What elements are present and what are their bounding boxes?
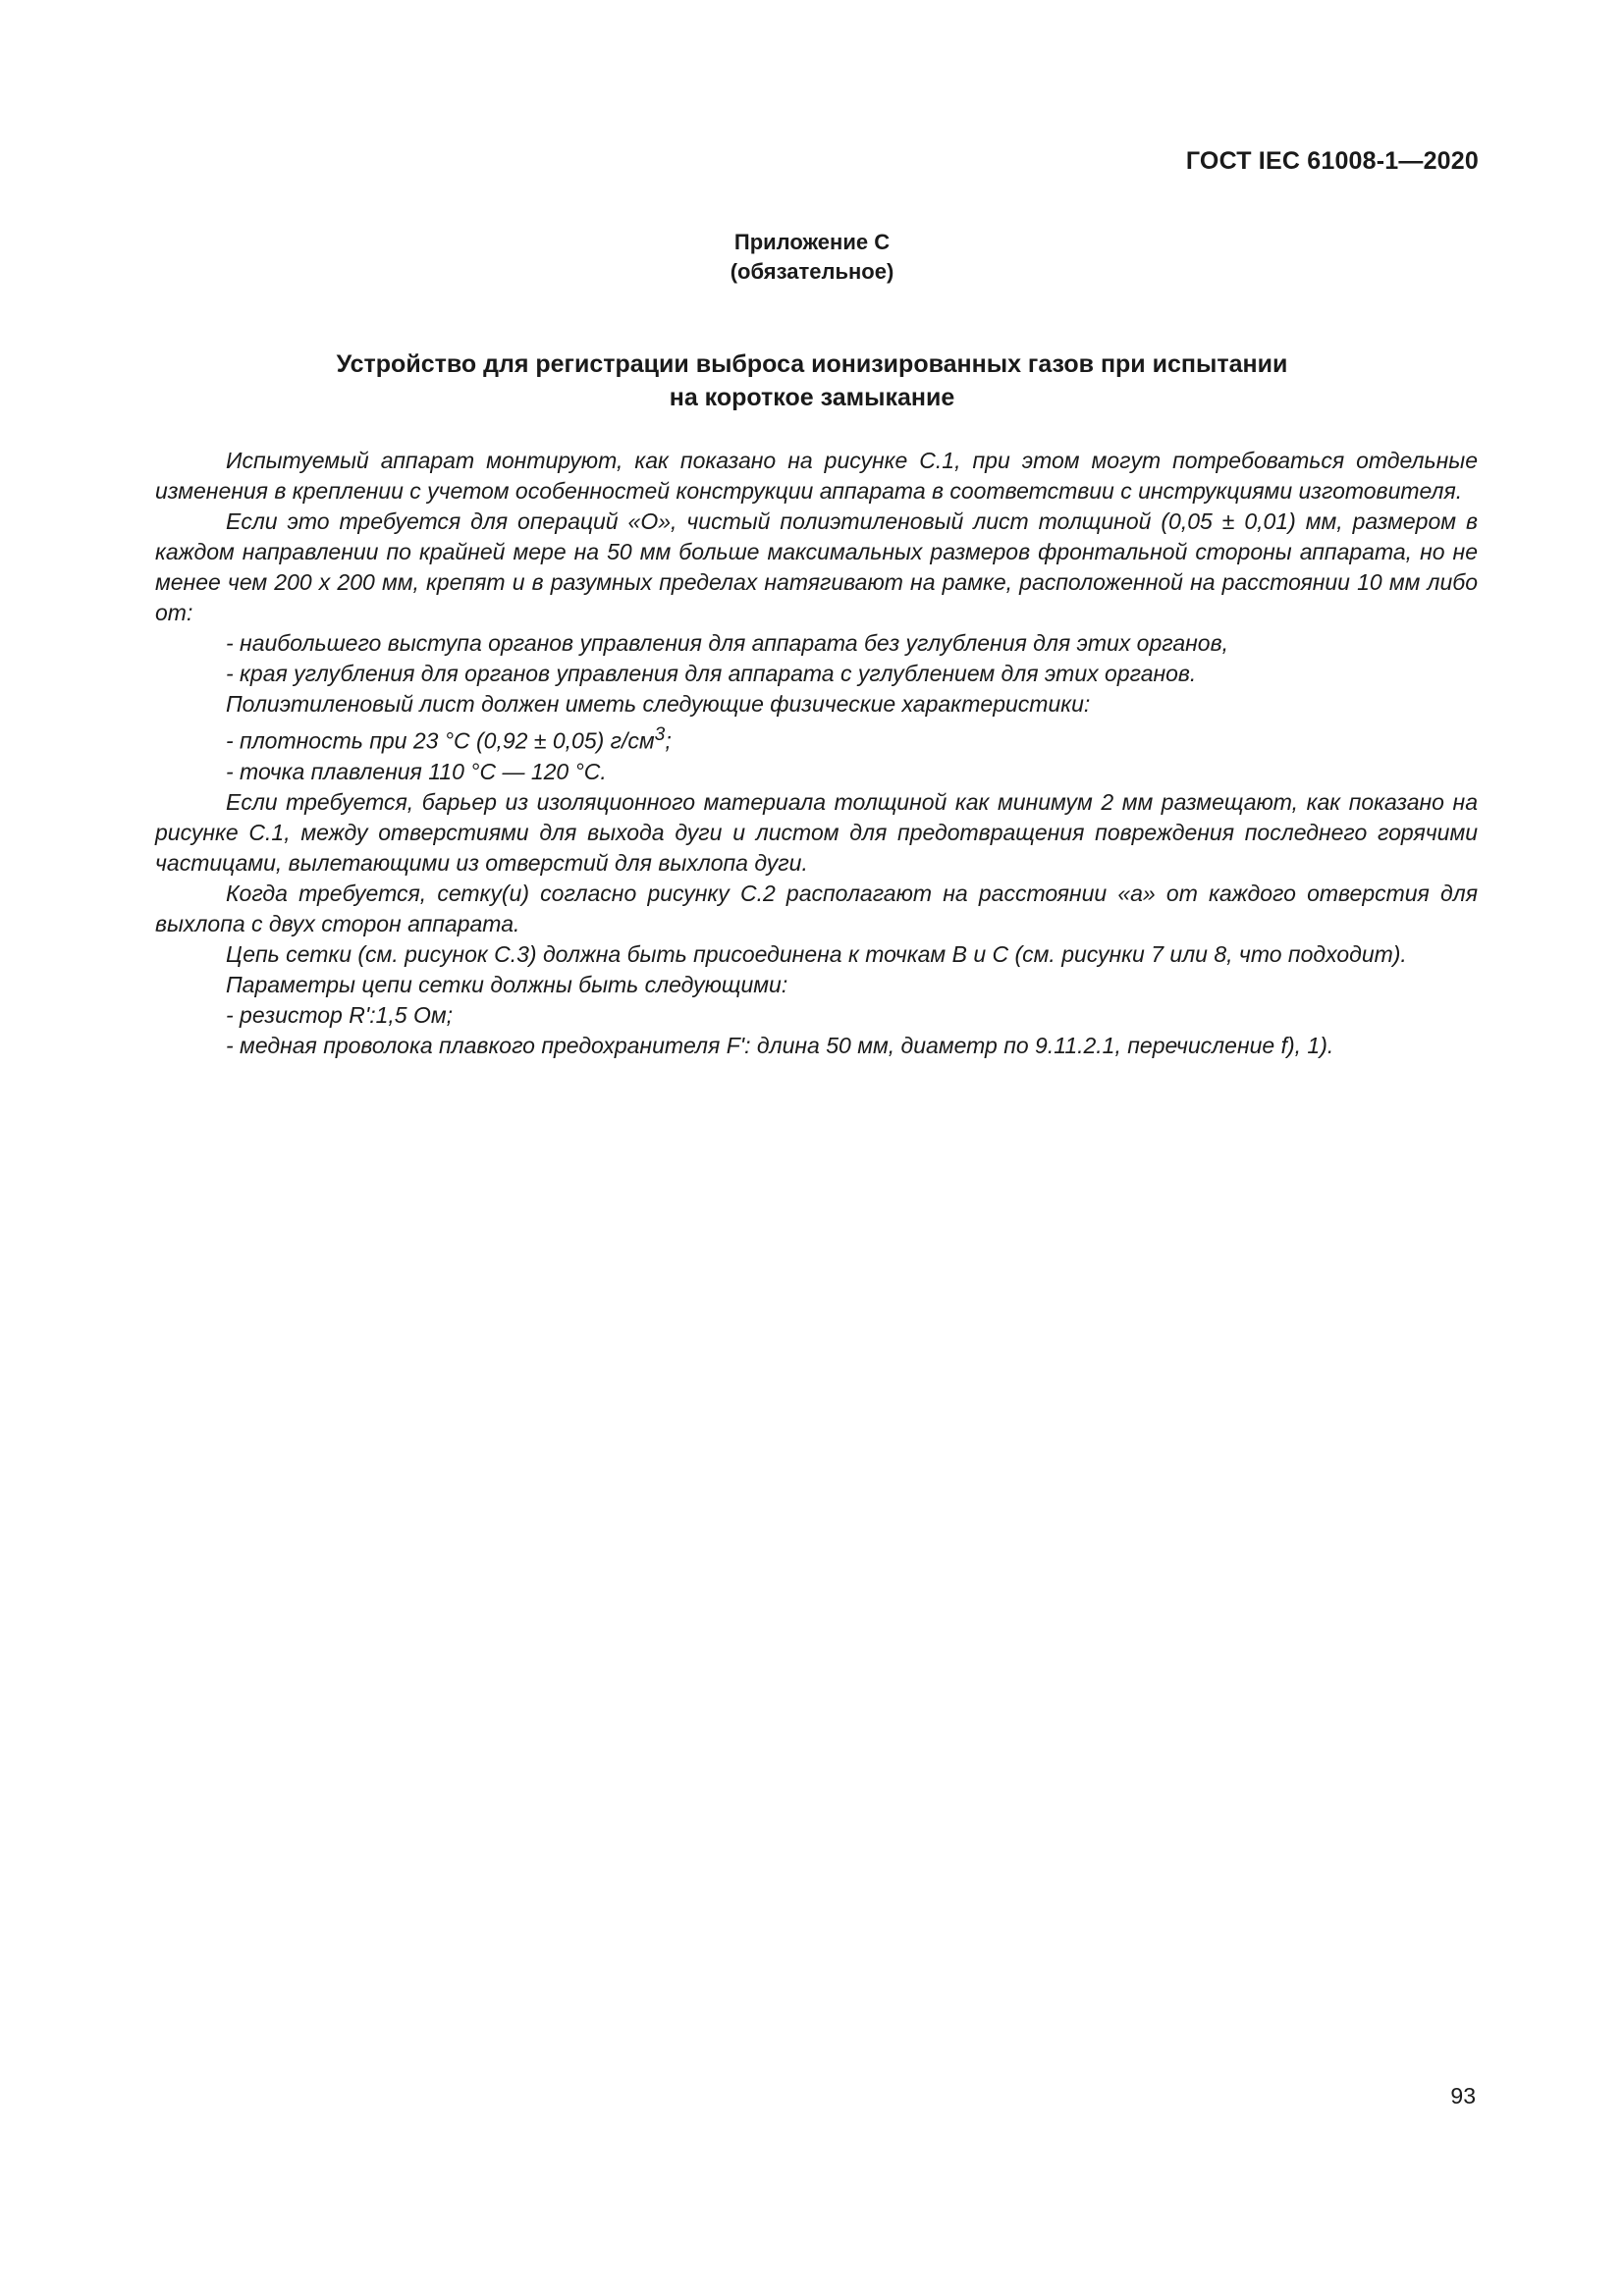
paragraph-polyethylene-sheet: Если это требуется для операций «О», чистый полиэтиленовый лист толщиной (0,05 ± 0,01) мм, размером в каждом направлении по крайней мере на 50 мм больше максимальных размеров фронтальной стороны аппарата, но не менее чем 200 х 200 мм, крепят и в разумных пределах натягивают на рамке, расположенной на расстоянии 10 мм либо от: <box>155 508 1478 625</box>
list-item-density <box>155 720 1478 757</box>
section-title-line-1: Устройство для регистрации выброса ионизированных газов при испытании <box>336 350 1288 378</box>
paragraph-grid-circuit: Цепь сетки (см. рисунок С.3) должна быть присоединена к точкам В и С (см. рисунки 7 или 8, что подходит). <box>226 940 1407 967</box>
annex-label: Приложение С <box>733 230 891 254</box>
body-text <box>155 446 1478 1061</box>
density-exponent: 3 <box>654 724 666 745</box>
page-number: 93 <box>1450 2083 1476 2109</box>
paragraph-sheet-characteristics: Полиэтиленовый лист должен иметь следующие физические характеристики: <box>226 691 1091 717</box>
paragraph-grid-parameters: Параметры цепи сетки должны быть следующими: <box>226 971 788 997</box>
density-text: - плотность при 23 °С (0,92 ± 0,05) г/см <box>226 727 655 754</box>
list-item-resistor: - резистор R':1,5 Ом; <box>226 1001 454 1028</box>
section-title <box>0 347 1624 414</box>
list-item-melting-point: - точка плавления 110 °С — 120 °С. <box>226 758 607 784</box>
density-end: ; <box>665 727 672 754</box>
annex-heading <box>0 228 1624 287</box>
section-title-line-2: на короткое замыкание <box>669 384 955 411</box>
paragraph-barrier: Если требуется, барьер из изоляционного материала толщиной как минимум 2 мм размещают, как показано на рисунке С.1, между отверстиями для выхода дуги и листом для предотвращения повреждения последнего горячими частицами, вылетающими из отверстий для выхлопа дуги. <box>155 788 1478 876</box>
paragraph-mounting: Испытуемый аппарат монтируют, как показано на рисунке С.1, при этом могут потребоваться отдельные изменения в креплении с учетом особенностей конструкции аппарата в соответствии с инструкциями изготовителя. <box>155 448 1478 504</box>
list-item-recess-edge: - края углубления для органов управления для аппарата с углублением для этих органов. <box>226 661 1197 686</box>
paragraph-grid-placement: Когда требуется, сетку(и) согласно рисунку С.2 располагают на расстоянии «а» от каждого отверстия для выхлопа с двух сторон аппарата. <box>155 880 1478 936</box>
list-item-fuse-wire: - медная проволока плавкого предохранителя F': длина 50 мм, диаметр по 9.11.2.1, перечисление f), 1). <box>226 1032 1334 1058</box>
document-code: ГОСТ IEC 61008-1—2020 <box>1185 147 1479 175</box>
annex-status: (обязательное) <box>730 259 894 284</box>
list-item-largest-protrusion: - наибольшего выступа органов управления для аппарата без углубления для этих органов, <box>226 630 1228 656</box>
